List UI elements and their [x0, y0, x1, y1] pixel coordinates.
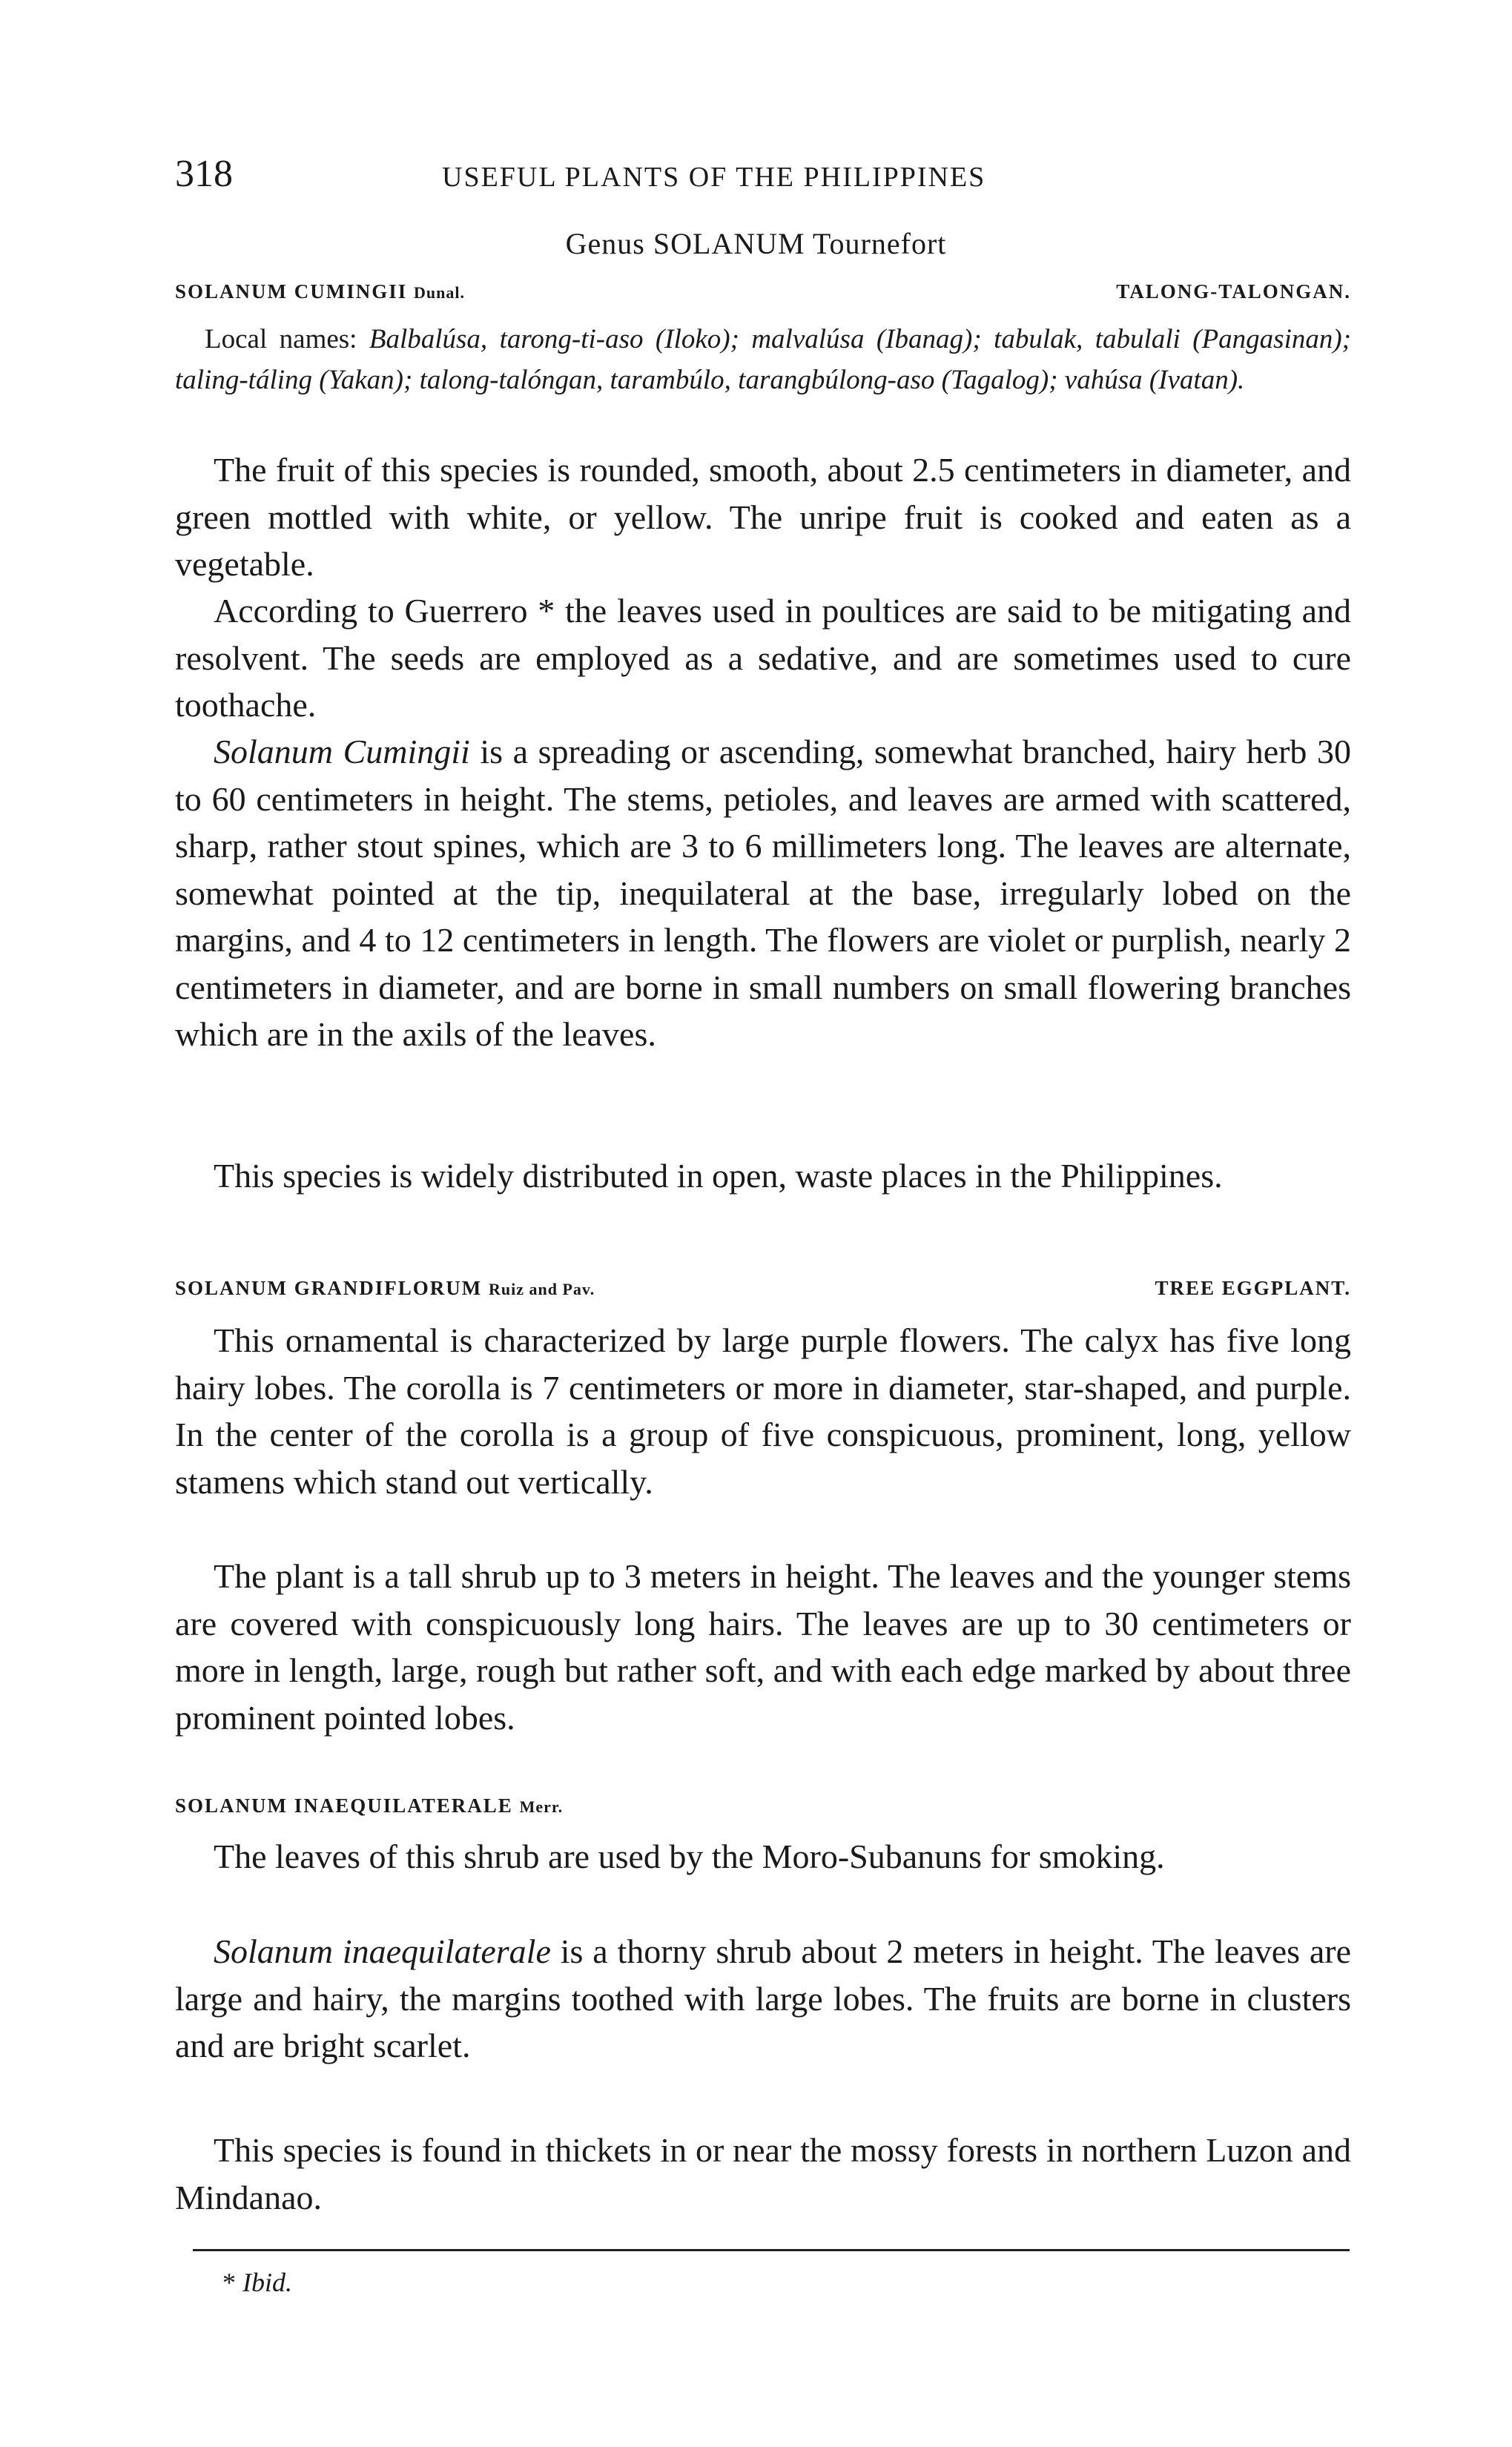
species-common-name: TREE EGGPLANT. [1155, 1277, 1351, 1299]
species-latin-name: SOLANUM GRANDIFLORUM Ruiz and Pav. [175, 1277, 595, 1299]
species-common-name: TALONG-TALONGAN. [1116, 280, 1351, 303]
paragraph: Solanum Cumingii is a spreading or ascending, somewhat branched, hairy herb 30 to 60 centimeters in height. The stems, petioles, and leaves are armed with scattered, sharp, rather stout spines, which are 3 to 6 millimeters long. The leaves are alternate, somewhat pointed at the tip, inequilateral at the base, irregularly lobed on the margins, and 4 to 12 centimeters in length. The flowers are violet or purplish, nearly 2 centimeters in diameter, and are borne in small numbers on small flowering branches which are in the axils of the leaves. [175, 733, 1351, 1053]
footnote [222, 2267, 292, 2298]
running-head: USEFUL PLANTS OF THE PHILIPPINES [442, 162, 986, 193]
species-author: Dunal. [414, 283, 465, 302]
local-names-list: Balbalúsa, tarong-ti-aso (Iloko); malvalúsa (Ibanag); tabulak, tabulali (Pangasinan); taling-táling (Yakan); talong-talóngan, tarambúlo, tarangbúlong-aso (Tagalog); vahúsa (Ivatan). [175, 324, 1352, 395]
footnote-text: Ibid. [242, 2268, 292, 2297]
paragraph: This species is widely distributed in open, waste places in the Philippines. [214, 1157, 1223, 1195]
paragraph: This ornamental is characterized by large purple flowers. The calyx has five long hairy lobes. The corolla is 7 centimeters or more in diameter, star-shaped, and purple. In the center of the corolla is a group of five conspicuous, prominent, long, yellow stamens which stand out vertically. [175, 1321, 1351, 1501]
footnote-divider [193, 2249, 1350, 2251]
genus-author: Tournefort [812, 227, 947, 260]
genus-label: Genus [565, 227, 645, 260]
species-author: Merr. [519, 1797, 564, 1816]
species-name-italic: Solanum inaequilaterale [214, 1932, 551, 1970]
paragraph: According to Guerrero * the leaves used in poultices are said to be mitigating and resolvent. The seeds are employed as a sedative, and are sometimes used to cure toothache. [175, 592, 1351, 724]
species-heading-grandiflorum [175, 1277, 1351, 1310]
page-header [175, 152, 1361, 211]
paragraph: Solanum inaequilaterale is a thorny shrub about 2 meters in height. The leaves are large and hairy, the margins toothed with large lobes. The fruits are borne in clusters and are bright scarlet. [175, 1932, 1351, 2064]
species-heading-cumingii [175, 280, 1351, 313]
species-heading-inaequilaterale [175, 1794, 1351, 1827]
genus-heading [0, 226, 1512, 261]
species-name-italic: Solanum Cumingii [214, 733, 470, 770]
species-latin-name: SOLANUM CUMINGII Dunal. [175, 280, 465, 303]
footnote-marker: * [222, 2268, 236, 2297]
species-latin-name: SOLANUM INAEQUILATERALE Merr. [175, 1794, 564, 1817]
page-number: 318 [175, 153, 233, 195]
local-names-label: Local names: [205, 324, 357, 354]
paragraph: The fruit of this species is rounded, smooth, about 2.5 centimeters in diameter, and green mottled with white, or yellow. The unripe fruit is cooked and eaten as a vegetable. [175, 451, 1351, 583]
species-author: Ruiz and Pav. [489, 1280, 595, 1298]
genus-name: SOLANUM [653, 227, 805, 260]
paragraph: The leaves of this shrub are used by the Moro-Subanuns for smoking. [214, 1837, 1165, 1875]
paragraph: This species is found in thickets in or near the mossy forests in northern Luzon and Mindanao. [175, 2131, 1351, 2216]
paragraph: The plant is a tall shrub up to 3 meters in height. The leaves and the younger stems are covered with conspicuously long hairs. The leaves are up to 30 centimeters or more in length, large, rough but rather soft, and with each edge marked by about three prominent pointed lobes. [175, 1557, 1351, 1737]
local-names [175, 319, 1351, 400]
